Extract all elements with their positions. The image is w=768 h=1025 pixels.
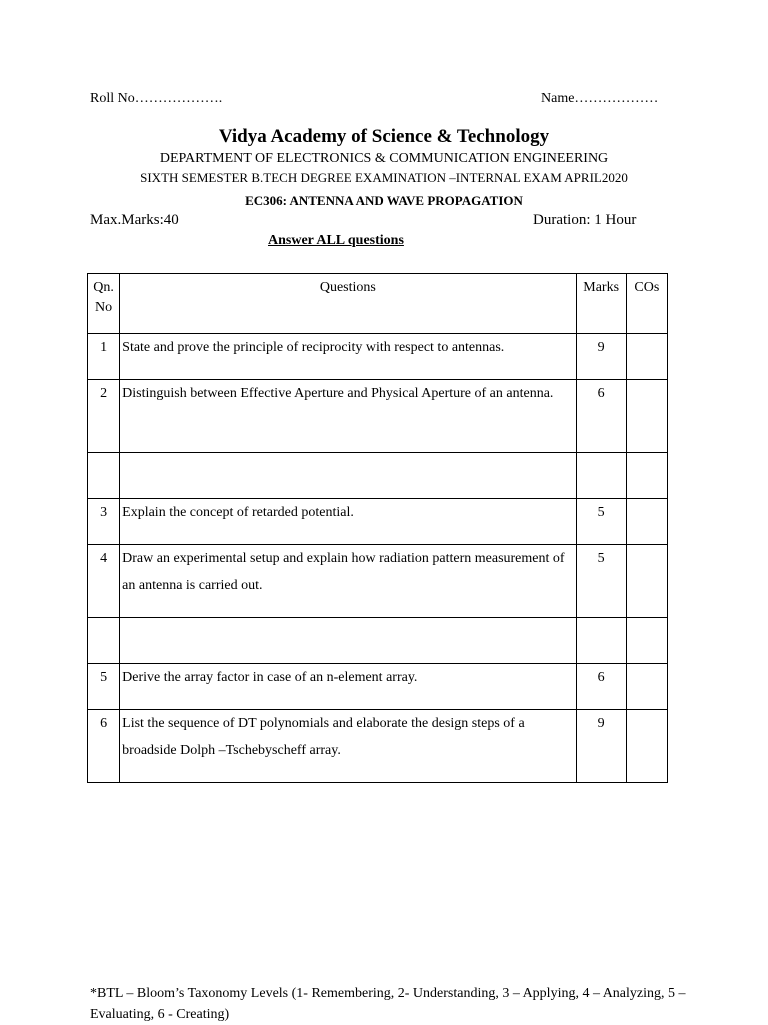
table-row bbox=[88, 545, 668, 618]
institution-title: Vidya Academy of Science & Technology bbox=[218, 126, 550, 147]
question-marks: 5 bbox=[597, 505, 605, 520]
question-marks: 9 bbox=[597, 340, 605, 355]
question-text: List the sequence of DT polynomials and elaborate the design steps of a broadside Dolph –Tschebyscheff array. bbox=[122, 716, 525, 758]
table-row-blank bbox=[88, 453, 668, 499]
question-text: Draw an experimental setup and explain how radiation pattern measurement of an antenna is carried out. bbox=[122, 551, 565, 593]
question-number: 5 bbox=[100, 670, 108, 685]
header-marks bbox=[576, 274, 626, 334]
question-number: 6 bbox=[100, 716, 108, 731]
table-row bbox=[88, 664, 668, 710]
exam-title: SIXTH SEMESTER B.TECH DEGREE EXAMINATION –INTERNAL EXAM APRIL2020 bbox=[140, 170, 628, 185]
question-marks: 6 bbox=[597, 670, 605, 685]
header-questions bbox=[120, 274, 576, 334]
instruction: Answer ALL questions bbox=[268, 233, 404, 248]
table-header-row bbox=[88, 274, 668, 334]
question-marks: 9 bbox=[597, 716, 605, 731]
question-text: Explain the concept of retarded potential. bbox=[122, 505, 354, 520]
question-number: 4 bbox=[100, 551, 108, 566]
questions-table bbox=[87, 273, 668, 783]
duration: Duration: 1 Hour bbox=[533, 212, 637, 228]
question-number: 3 bbox=[100, 505, 108, 520]
question-number: 1 bbox=[100, 340, 108, 355]
question-text: Derive the array factor in case of an n-element array. bbox=[122, 670, 418, 685]
table-row bbox=[88, 380, 668, 453]
table-row bbox=[88, 334, 668, 380]
header-qn-label: Qn. bbox=[93, 280, 114, 295]
question-marks: 5 bbox=[597, 551, 605, 566]
roll-no-field: Roll No………………. bbox=[90, 91, 223, 106]
header-questions-label: Questions bbox=[319, 280, 376, 295]
table-row-blank bbox=[88, 618, 668, 664]
course-title: EC306: ANTENNA AND WAVE PROPAGATION bbox=[245, 193, 523, 208]
max-marks: Max.Marks:40 bbox=[90, 212, 179, 228]
header-marks-label: Marks bbox=[583, 280, 620, 295]
question-marks: 6 bbox=[597, 386, 605, 401]
table-row bbox=[88, 710, 668, 783]
header-no-label: No bbox=[95, 300, 113, 315]
name-field: Name……………… bbox=[541, 91, 659, 106]
btl-footnote: *BTL – Bloom’s Taxonomy Levels (1- Remembering, 2- Understanding, 3 – Applying, 4 – Analyzing, 5 – Evaluating, 6 - Creating) bbox=[90, 986, 686, 1022]
question-text: State and prove the principle of reciprocity with respect to antennas. bbox=[122, 340, 505, 355]
department-name: DEPARTMENT OF ELECTRONICS & COMMUNICATION ENGINEERING bbox=[159, 151, 609, 166]
header-cos bbox=[626, 274, 667, 334]
header-qn-no bbox=[88, 274, 120, 334]
table-row bbox=[88, 499, 668, 545]
header-cos-label: COs bbox=[634, 280, 660, 295]
question-text: Distinguish between Effective Aperture and Physical Aperture of an antenna. bbox=[122, 386, 554, 401]
question-number: 2 bbox=[100, 386, 108, 401]
